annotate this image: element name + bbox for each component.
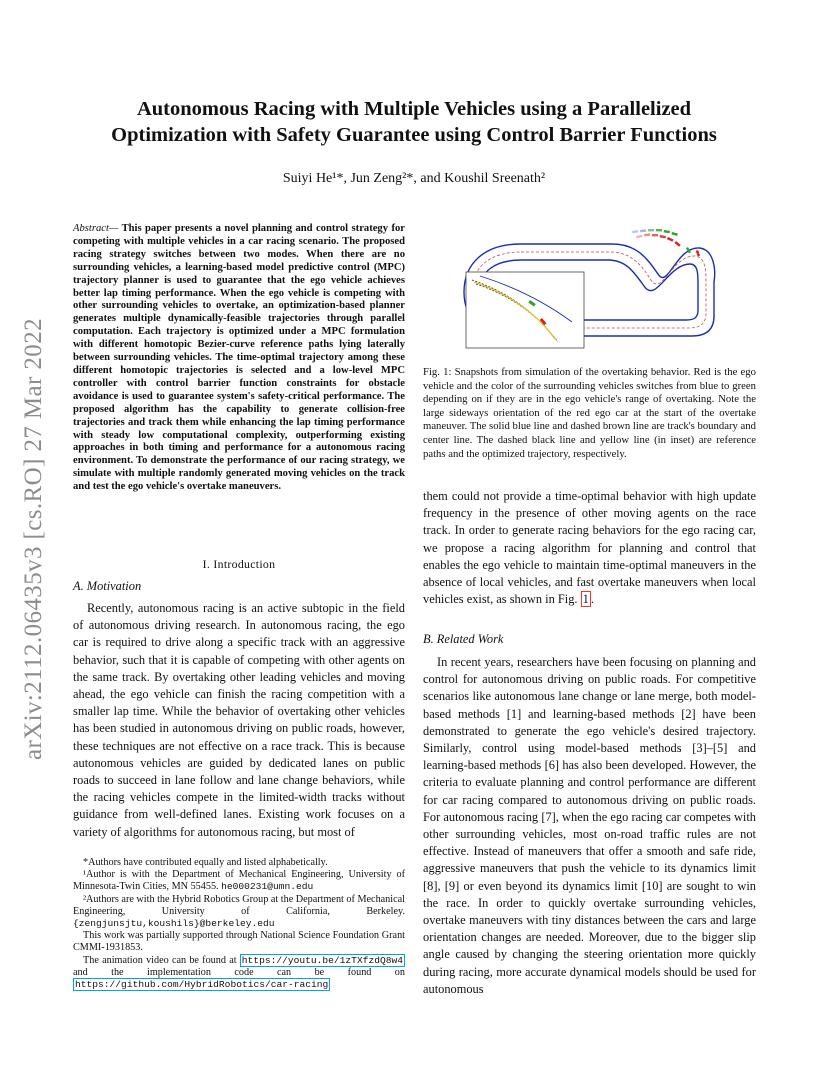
video-link[interactable]: https://youtu.be/1zTXfzdQ8w4 <box>241 954 403 966</box>
footnote-berkeley: ²Authors are with the Hybrid Robotics Group at the Department of Mechanical Engineering, University of California, Berkeley. {zengjunsjtu,koushils}@berkeley.edu <box>73 893 405 930</box>
figure-ref-link[interactable]: 1 <box>582 592 589 607</box>
email-berkeley[interactable]: {zengjunsjtu,koushils}@berkeley.edu <box>73 918 275 930</box>
vehicle-snapshots <box>632 229 700 256</box>
arxiv-stamp: arXiv:2112.06435v3 [cs.RO] 27 Mar 2022 <box>20 318 47 760</box>
right-column-continuation: them could not provide a time-optimal behavior with high update frequency in the presence of other moving agents on the race track. In order to generate racing behaviors for the ego racing car, we propose a racing algorithm for planning and control that enables the ego vehicle to maintain time-optimal maneuvers in the absence of local vehicles, and fast overtake maneuvers when local vehicles exist, as shown in Fig. 1 . <box>423 489 756 607</box>
figure-inset <box>466 272 584 348</box>
authors: Suiyi He¹*, Jun Zeng²*, and Koushil Sreenath² <box>282 171 546 186</box>
subsection-related-work: B. Related Work <box>423 632 504 646</box>
footnote-equal: *Authors have contributed equally and listed alphabetically. <box>83 857 328 868</box>
abstract: Abstract— This paper presents a novel planning and control strategy for competing with multiple vehicles in a car racing scenario. The proposed racing strategy switches between two modes. When there are no surrounding vehicles, a learning-based model predictive control (MPC) trajectory planner is used to guarantee that the ego vehicle achieves better lap timing performance. When the ego vehicle is competing with other surrounding vehicles to overtake, an optimization-based planner generates multiple dynamically-feasible trajectories through parallel computation. Each trajectory is optimized under a MPC formulation with different homotopic Bezier-curve reference paths lying laterally between surrounding vehicles. The time-optimal trajectory among these different homotopic trajectories is selected and a low-level MPC controller with control barrier function constraints for obstacle avoidance is used to guarantee system's safety-critical performance. The proposed algorithm has the capability to generate collision-free trajectories and track them while enhancing the lap timing performance with steady low computational complexity, outperforming existing approaches in both timing and performance for a autonomous racing environment. To demonstrate the performance of our racing strategy, we simulate with multiple randomly generated moving vehicles on the track and test the ego vehicle's overtake maneuvers. <box>73 223 405 493</box>
footnote-nsf: This work was partially supported through National Science Foundation Grant CMMI-1931853. <box>73 930 405 954</box>
code-link[interactable]: https://github.com/HybridRobotics/car-racing <box>75 979 329 991</box>
motivation-paragraph: Recently, autonomous racing is an active subtopic in the field of autonomous driving research. In autonomous racing, the ego car is required to drive along a specific track with an aggressive behavior, such that it is capable of competing with other agents on the same track. By overtaking other leading vehicles and moving ahead, the ego vehicle can finish the racing competition with a smaller lap time. While the behavior of overtaking other vehicles has been studied in autonomous driving on public roads, however, these techniques are not effective on a race track. This is because autonomous vehicles are guided by dedicated lanes on public roads to succeed in lane follow and lane change behaviors, while the racing vehicles compete in the limited-width tracks without guidance from well-defined lanes. Existing work focuses on a variety of algorithms for autonomous racing, but most of <box>73 601 405 839</box>
abstract-label: Abstract <box>73 223 109 234</box>
abstract-text: This paper presents a novel planning and control strategy for competing with multiple vehicles in a car racing scenario. The proposed racing strategy switches between two modes. When there are no surrounding vehicles, a learning-based model predictive control (MPC) trajectory planner is used to guarantee that the ego vehicle achieves better lap timing performance. When the ego vehicle is competing with other surrounding vehicles to overtake, an optimization-based planner generates multiple dynamically-feasible trajectories through parallel computation. Each trajectory is optimized under a MPC formulation with different homotopic Bezier-curve reference paths lying laterally between surrounding vehicles. The time-optimal trajectory among these different homotopic trajectories is selected and a low-level MPC controller with control barrier function constraints for obstacle avoidance is used to guarantee system's safety-critical performance. The proposed algorithm has the capability to generate collision-free trajectories and track them while enhancing the lap timing performance with steady low computational complexity, outperforming existing approaches in both timing and performance for a autonomous racing environment. To demonstrate the performance of our racing strategy, we simulate with multiple randomly generated moving vehicles on the track and test the ego vehicle's overtake maneuvers. <box>73 223 405 493</box>
footnote-links: The animation video can be found at https://youtu.be/1zTXfzdQ8w4 and the implementation code can be found on https://github.com/HybridRobotics/car-racing <box>73 954 405 991</box>
related-work-paragraph: In recent years, researchers have been focusing on planning and control for autonomous driving on public roads. For competitive scenarios like autonomous lane change or lane merge, both model-based methods [1] and learning-based methods [2] have been demonstrated to generate the ego vehicle's desired trajectory. Similarly, control using model-based methods [3]–[5] and learning-based methods [6] has also been developed. However, the criteria to evaluate planning and control performance are different for car racing compared to autonomous driving on public roads. For autonomous racing [7], when the ego racing car competes with other surrounding vehicles, most on-road traffic rules are not effective. Instead of maneuvers that offer a smooth and safe ride, aggressive maneuvers that push the vehicle to its dynamics limit [8], [9] or even beyond its dynamics limit [10] are sought to win the race. In order to quickly overtake surrounding vehicles, overtake maneuvers with tiny distances between the cars and large orientation changes are needed. Moreover, due to the bigger slip angle caused by changing the steering orientation more quickly during racing, more accurate dynamical models should be used for autonomous <box>423 655 756 996</box>
footnote-umn: ¹Author is with the Department of Mechanical Engineering, University of Minnesota-Twin Cities, MN 55455. he000231@umn.edu <box>73 869 405 893</box>
subsection-motivation: A. Motivation <box>73 579 142 593</box>
figure-1-caption: Fig. 1: Snapshots from simulation of the overtaking behavior. Red is the ego vehicle and the color of the surrounding vehicles switches from blue to green depending on if they are in the ego vehicle's range of overtaking. Note the large sideways orientation of the red ego car at the start of the overtake maneuver. The solid blue line and dashed brown line are track's boundary and center line. The dashed black line and yellow line (in inset) are reference paths and the optimized trajectory, respectively. <box>423 366 756 460</box>
paper-title <box>60 96 768 148</box>
title-line-2: Optimization with Safety Guarantee using Control Barrier Functions <box>111 124 717 146</box>
section-heading-introduction: I. Introduction <box>202 557 276 571</box>
email-umn[interactable]: he000231@umn.edu <box>221 881 314 893</box>
title-line-1: Autonomous Racing with Multiple Vehicles using a Parallelized <box>136 98 692 120</box>
figure-1-track <box>462 220 718 350</box>
footnotes <box>73 857 405 991</box>
